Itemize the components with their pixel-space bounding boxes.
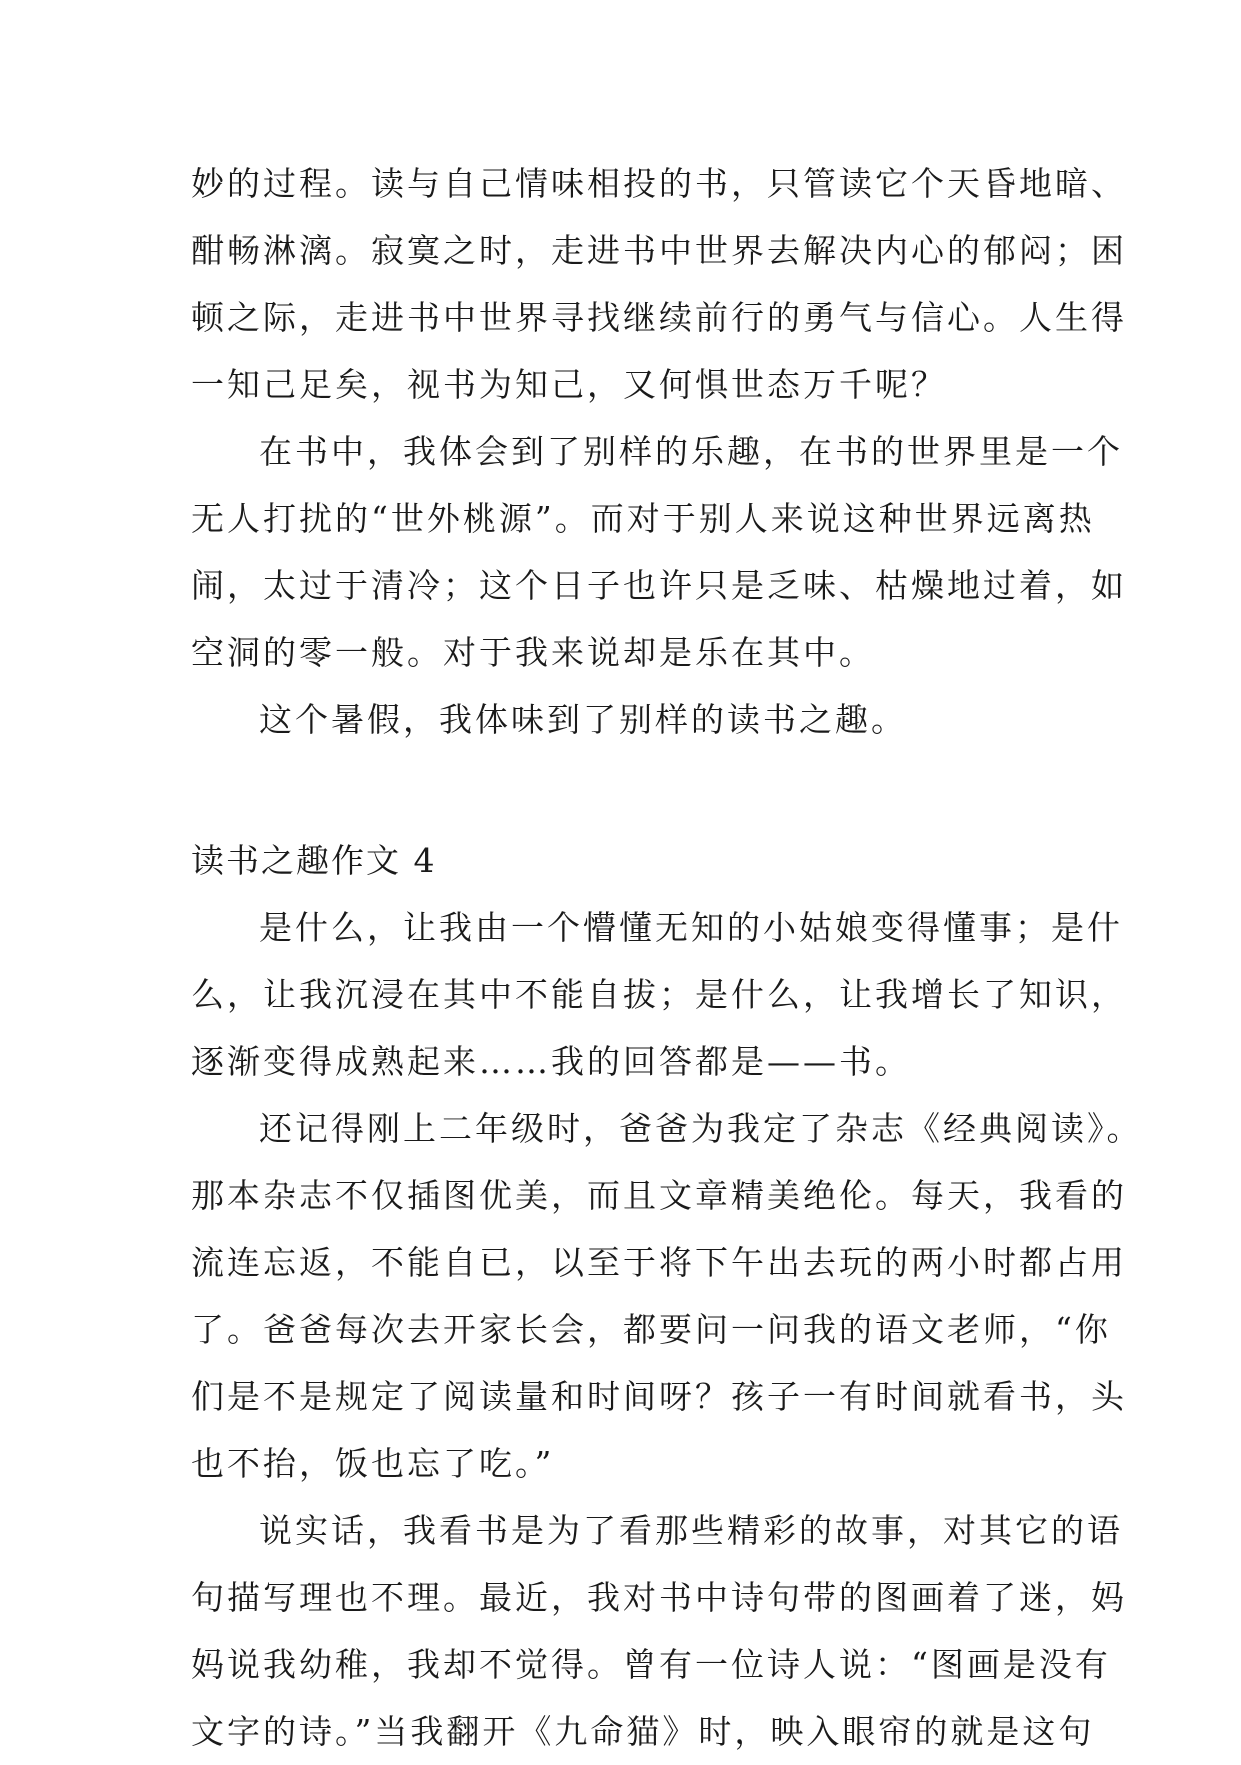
text-line: 这个暑假，我体味到了别样的读书之趣。 <box>259 700 907 739</box>
text-line: 一知己足矣，视书为知己，又何惧世态万千呢？ <box>191 365 947 404</box>
text-line: 也不抬，饭也忘了吃。” <box>191 1444 555 1483</box>
document-body <box>191 150 1143 1765</box>
text-line: 还记得刚上二年级时，爸爸为我定了杂志《经典阅读》。 <box>259 1109 1143 1148</box>
text-line: 们是不是规定了阅读量和时间呀？孩子一有时间就看书，头 <box>191 1377 1127 1416</box>
text-line: 酣畅淋漓。寂寞之时，走进书中世界去解决内心的郁闷；困 <box>191 231 1127 270</box>
text-line: 那本杂志不仅插图优美，而且文章精美绝伦。每天，我看的 <box>191 1176 1127 1215</box>
essay4-paragraph-3 <box>191 1497 1127 1765</box>
text-line: 空洞的零一般。对于我来说却是乐在其中。 <box>191 633 875 672</box>
paragraph-summer <box>191 686 1071 753</box>
text-line: 说实话，我看书是为了看那些精彩的故事，对其它的语 <box>259 1511 1123 1550</box>
text-line: 逐渐变得成熟起来……我的回答都是——书。 <box>191 1042 911 1081</box>
essay4-paragraph-1 <box>191 894 1127 1095</box>
essay4-paragraph-2 <box>191 1095 1143 1497</box>
paragraph-book-fun <box>191 418 1127 686</box>
essay-title: 读书之趣作文 4 <box>191 841 437 880</box>
text-line: 句描写理也不理。最近，我对书中诗句带的图画着了迷，妈 <box>191 1578 1127 1617</box>
paragraph-continued <box>191 150 1127 418</box>
text-line: 是什么，让我由一个懵懂无知的小姑娘变得懂事；是什 <box>259 908 1123 947</box>
text-line: 顿之际，走进书中世界寻找继续前行的勇气与信心。人生得 <box>191 298 1127 337</box>
text-line: 文字的诗。”当我翻开《九命猫》时，映入眼帘的就是这句 <box>191 1712 1095 1751</box>
text-line: 在书中，我体会到了别样的乐趣，在书的世界里是一个 <box>259 432 1123 471</box>
text-line: 了。爸爸每次去开家长会，都要问一问我的语文老师，“你 <box>191 1310 1111 1349</box>
text-line: 流连忘返，不能自已，以至于将下午出去玩的两小时都占用 <box>191 1243 1127 1282</box>
text-line: 妈说我幼稚，我却不觉得。曾有一位诗人说：“图画是没有 <box>191 1645 1111 1684</box>
text-line: 闹，太过于清冷；这个日子也许只是乏味、枯燥地过着，如 <box>191 566 1127 605</box>
text-line: 妙的过程。读与自己情味相投的书，只管读它个天昏地暗、 <box>191 164 1127 203</box>
section-gap <box>191 753 1071 827</box>
text-line: 么，让我沉浸在其中不能自拔；是什么，让我增长了知识， <box>191 975 1127 1014</box>
text-line: 无人打扰的“世外桃源”。而对于别人来说这种世界远离热 <box>191 499 1095 538</box>
